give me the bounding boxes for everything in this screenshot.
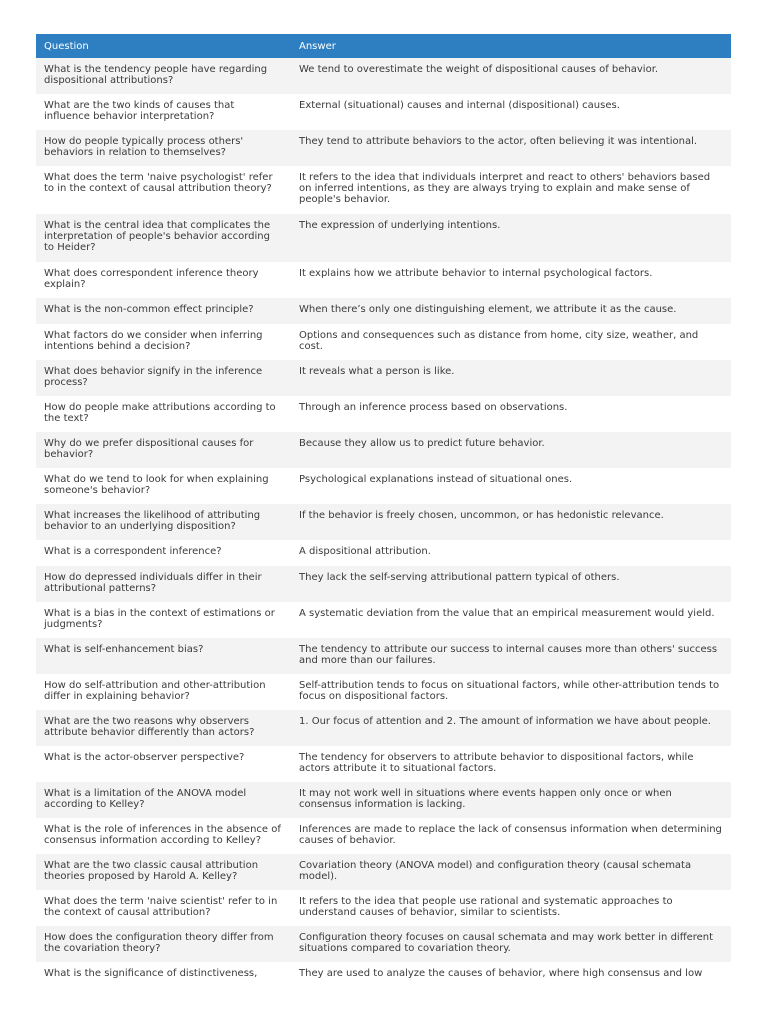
answer-cell: They lack the self-serving attributional pattern typical of others. [291, 566, 731, 602]
qa-table [36, 34, 731, 1008]
answer-cell: They tend to attribute behaviors to the actor, often believing it was intentional. [291, 130, 731, 166]
answer-cell: A systematic deviation from the value that an empirical measurement would yield. [291, 602, 731, 638]
answer-cell: A dispositional attribution. [291, 540, 731, 566]
question-cell: What are the two reasons why observers attribute behavior differently than actors? [36, 710, 291, 746]
question-cell: What is a limitation of the ANOVA model according to Kelley? [36, 782, 291, 818]
question-cell: How does the configuration theory differ from the covariation theory? [36, 926, 291, 962]
table-row [36, 746, 731, 782]
table-row [36, 854, 731, 890]
answer-cell: Covariation theory (ANOVA model) and configuration theory (causal schemata model). [291, 854, 731, 890]
question-cell: What is the central idea that complicates the interpretation of people's behavior according to Heider? [36, 214, 291, 262]
answer-cell: If the behavior is freely chosen, uncommon, or has hedonistic relevance. [291, 504, 731, 540]
answer-column-header: Answer [291, 34, 731, 58]
answer-cell: 1. Our focus of attention and 2. The amount of information we have about people. [291, 710, 731, 746]
question-cell: What are the two kinds of causes that influence behavior interpretation? [36, 94, 291, 130]
question-cell: What do we tend to look for when explaining someone's behavior? [36, 468, 291, 504]
table-row [36, 214, 731, 262]
table-row [36, 58, 731, 94]
answer-cell: Because they allow us to predict future behavior. [291, 432, 731, 468]
answer-cell: Configuration theory focuses on causal schemata and may work better in different situations compared to covariation theory. [291, 926, 731, 962]
table-row [36, 94, 731, 130]
table-row [36, 566, 731, 602]
question-cell: What are the two classic causal attribution theories proposed by Harold A. Kelley? [36, 854, 291, 890]
answer-cell: External (situational) causes and internal (dispositional) causes. [291, 94, 731, 130]
table-row [36, 468, 731, 504]
table-row [36, 262, 731, 298]
answer-cell: The tendency for observers to attribute behavior to dispositional factors, while actors attribute it to situational factors. [291, 746, 731, 782]
question-cell: What is the tendency people have regarding dispositional attributions? [36, 58, 291, 94]
header-row [36, 34, 731, 58]
table-row [36, 962, 731, 1008]
answer-cell: It refers to the idea that individuals interpret and react to others' behaviors based on inferred intentions, as they are always trying to explain and make sense of people's behavior. [291, 166, 731, 214]
table-row [36, 396, 731, 432]
question-cell: What is the significance of distinctiveness, [36, 962, 291, 1008]
table-row [36, 324, 731, 360]
table-row [36, 674, 731, 710]
question-column-header: Question [36, 34, 291, 58]
table-row [36, 298, 731, 324]
table-header [36, 34, 731, 58]
answer-cell: Self-attribution tends to focus on situational factors, while other-attribution tends to focus on dispositional factors. [291, 674, 731, 710]
table-row [36, 130, 731, 166]
question-cell: What increases the likelihood of attributing behavior to an underlying disposition? [36, 504, 291, 540]
question-cell: What does the term 'naive scientist' refer to in the context of causal attribution? [36, 890, 291, 926]
answer-cell: It refers to the idea that people use rational and systematic approaches to understand causes of behavior, similar to scientists. [291, 890, 731, 926]
question-cell: How do depressed individuals differ in their attributional patterns? [36, 566, 291, 602]
answer-cell: Inferences are made to replace the lack of consensus information when determining causes of behavior. [291, 818, 731, 854]
question-cell: What is the role of inferences in the absence of consensus information according to Kelley? [36, 818, 291, 854]
answer-cell: The expression of underlying intentions. [291, 214, 731, 262]
table-row [36, 602, 731, 638]
table-row [36, 540, 731, 566]
question-cell: What is a bias in the context of estimations or judgments? [36, 602, 291, 638]
answer-cell: The tendency to attribute our success to internal causes more than others' success and more than our failures. [291, 638, 731, 674]
table-body [36, 58, 731, 1008]
answer-cell: It explains how we attribute behavior to internal psychological factors. [291, 262, 731, 298]
answer-cell: Psychological explanations instead of situational ones. [291, 468, 731, 504]
table-row [36, 890, 731, 926]
table-row [36, 710, 731, 746]
answer-cell: When there’s only one distinguishing element, we attribute it as the cause. [291, 298, 731, 324]
answer-cell: It reveals what a person is like. [291, 360, 731, 396]
table-row [36, 926, 731, 962]
table-row [36, 818, 731, 854]
answer-cell: Through an inference process based on observations. [291, 396, 731, 432]
table-row [36, 782, 731, 818]
question-cell: What does correspondent inference theory explain? [36, 262, 291, 298]
question-cell: What factors do we consider when inferring intentions behind a decision? [36, 324, 291, 360]
question-cell: What is a correspondent inference? [36, 540, 291, 566]
question-cell: What is the actor-observer perspective? [36, 746, 291, 782]
answer-cell: They are used to analyze the causes of behavior, where high consensus and low [291, 962, 731, 1008]
answer-cell: Options and consequences such as distance from home, city size, weather, and cost. [291, 324, 731, 360]
question-cell: How do people typically process others' behaviors in relation to themselves? [36, 130, 291, 166]
table-row [36, 638, 731, 674]
question-cell: What is the non-common effect principle? [36, 298, 291, 324]
answer-cell: We tend to overestimate the weight of dispositional causes of behavior. [291, 58, 731, 94]
table-row [36, 504, 731, 540]
question-cell: Why do we prefer dispositional causes for behavior? [36, 432, 291, 468]
question-cell: What does the term 'naive psychologist' refer to in the context of causal attribution theory? [36, 166, 291, 214]
table-row [36, 360, 731, 396]
table-row [36, 166, 731, 214]
question-cell: What is self-enhancement bias? [36, 638, 291, 674]
answer-cell: It may not work well in situations where events happen only once or when consensus information is lacking. [291, 782, 731, 818]
question-cell: How do people make attributions according to the text? [36, 396, 291, 432]
question-cell: How do self-attribution and other-attribution differ in explaining behavior? [36, 674, 291, 710]
question-cell: What does behavior signify in the inference process? [36, 360, 291, 396]
table-row [36, 432, 731, 468]
